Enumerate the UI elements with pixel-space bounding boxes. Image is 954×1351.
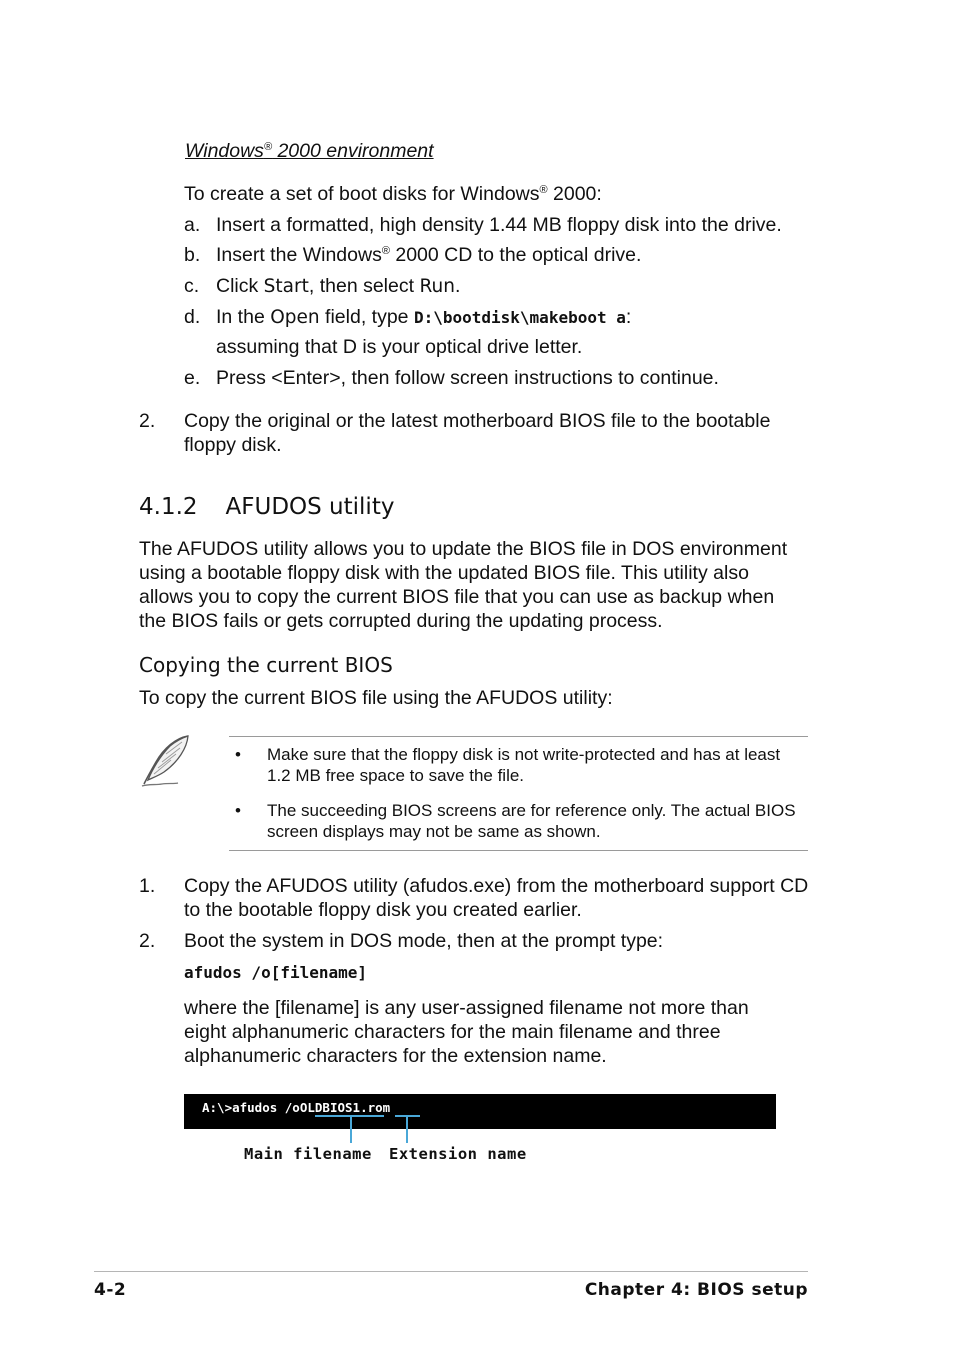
dos-prompt-prefix: A:\>afudos /o [202, 1100, 300, 1115]
start-menu-label: Start [263, 276, 309, 297]
run-command-label: Run [419, 276, 455, 297]
step-text-c [216, 274, 460, 299]
footer-rule [94, 1271, 808, 1272]
step-text-e: Press <Enter>, then follow screen instructions to continue. [216, 367, 719, 389]
step-text-d-line2: assuming that D is your optical drive letter. [216, 336, 583, 358]
step-d-pre: In the [216, 306, 271, 328]
extension-text: rom [367, 1100, 391, 1115]
makeboot-command: D:\bootdisk\makeboot a [413, 308, 626, 327]
extension-name-label: Extension name [389, 1145, 527, 1163]
page-number: 4-2 [94, 1280, 127, 1300]
step-d-post: : [625, 306, 632, 328]
chapter-title: Chapter 4: BIOS setup [584, 1280, 808, 1300]
title-prefix: Windows [185, 140, 264, 162]
step-text-b [216, 243, 641, 267]
main-filename-text: OLDBIOS1 [299, 1100, 361, 1115]
step-marker-b: b. [184, 244, 201, 266]
filename-explanation: where the [filename] is any user-assigned filename not more than eight alphanumeric characters for the main filename and three alphanumeric characters for the extension name. [184, 997, 749, 1067]
step-marker-d: d. [184, 306, 201, 328]
step-c-pre: Click [216, 275, 264, 297]
step-c-mid: , then select [308, 275, 420, 297]
subsection-title-windows2000 [185, 139, 434, 163]
subsection-heading: Copying the current BIOS [139, 653, 393, 677]
step-text-1: Copy the AFUDOS utility (afudos.exe) from the motherboard support CD to the bootable floppy disk you created earlier. [184, 875, 809, 921]
step-text-2: Boot the system in DOS mode, then at the prompt type: [184, 930, 664, 952]
subsection-intro: To copy the current BIOS file using the AFUDOS utility: [139, 687, 613, 709]
step-marker-2-top: 2. [139, 410, 156, 432]
section-paragraph: The AFUDOS utility allows you to update the BIOS file in DOS environment using a bootable floppy disk with the updated BIOS file. This utility also allows you to copy the current BIOS file that you can use as backup when the BIOS fails or gets corrupted during the updating process. [139, 538, 788, 632]
dos-screen-bar [184, 1094, 776, 1129]
dos-command-line [202, 1100, 390, 1115]
intro-prefix: To create a set of boot disks for Windows [184, 183, 540, 205]
step-d-mid: field, type [319, 306, 414, 328]
intro-suffix: 2000: [547, 183, 602, 205]
feather-pen-icon [138, 732, 194, 790]
main-filename-label: Main filename [244, 1145, 372, 1163]
note-bullet-2: • [235, 801, 241, 820]
note-bottom-rule [229, 850, 808, 851]
step-marker-a: a. [184, 214, 201, 236]
step-c-post: . [454, 275, 461, 297]
title-suffix: 2000 environment [272, 140, 434, 162]
filename-dot: . [360, 1100, 368, 1115]
extension-pointer [406, 1117, 408, 1143]
step-marker-2: 2. [139, 930, 156, 952]
step-b-prefix: Insert the Windows [216, 244, 382, 266]
afudos-command: afudos /o[filename] [184, 963, 368, 982]
open-field-label: Open [270, 307, 320, 328]
note-top-rule [229, 736, 808, 737]
step-text-d [216, 305, 631, 330]
registered-mark: ® [539, 184, 548, 196]
main-filename-pointer [350, 1117, 352, 1143]
win2000-intro [184, 182, 602, 206]
registered-mark: ® [263, 141, 273, 153]
note-item-2: The succeeding BIOS screens are for reference only. The actual BIOS screen displays may not be same as shown. [267, 801, 796, 841]
step-text-2-top: Copy the original or the latest motherboard BIOS file to the bootable floppy disk. [184, 410, 771, 456]
section-title: AFUDOS utility [225, 494, 395, 520]
note-bullet-1: • [235, 745, 241, 764]
section-number: 4.1.2 [139, 494, 198, 520]
step-marker-1: 1. [139, 875, 156, 897]
step-text-a: Insert a formatted, high density 1.44 MB floppy disk into the drive. [216, 214, 782, 236]
step-marker-e: e. [184, 367, 201, 389]
step-b-suffix: 2000 CD to the optical drive. [389, 244, 642, 266]
step-marker-c: c. [184, 275, 200, 297]
note-item-1: Make sure that the floppy disk is not write-protected and has at least 1.2 MB free space to save the file. [267, 745, 781, 785]
section-heading [139, 494, 394, 520]
registered-mark: ® [381, 245, 390, 257]
